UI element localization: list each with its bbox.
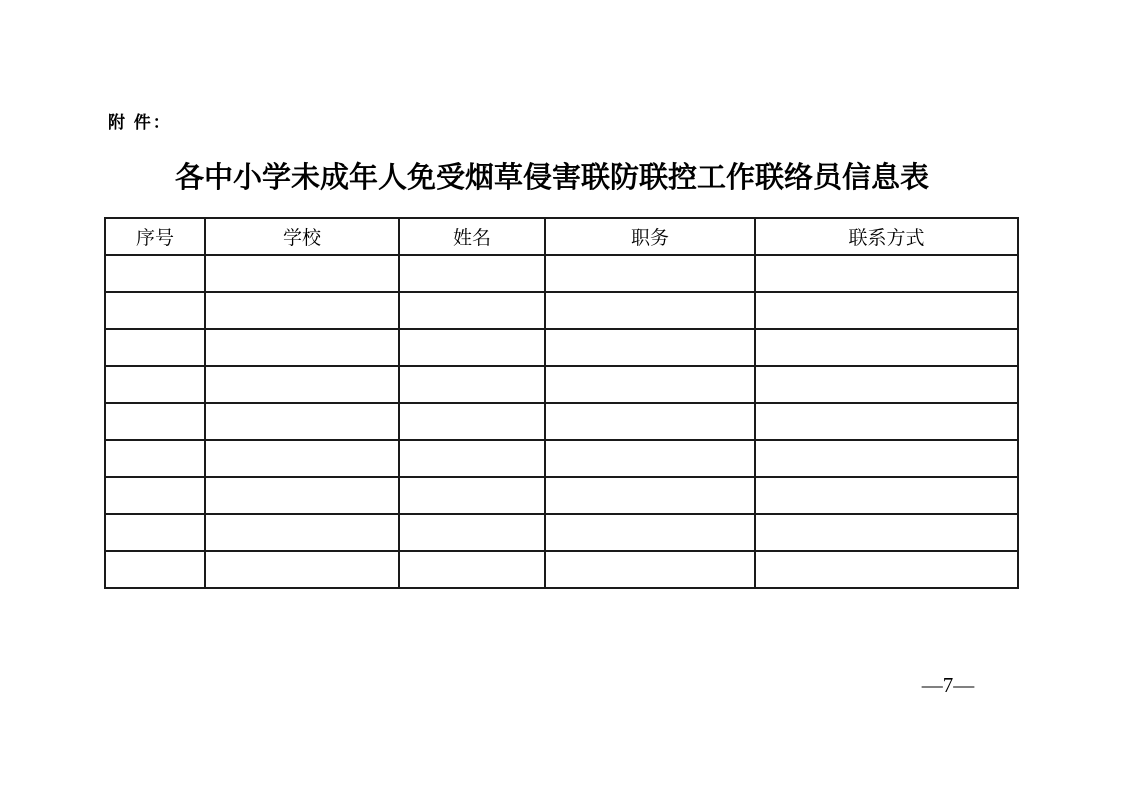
table-cell [205,477,399,514]
table-row [105,366,1018,403]
table-cell [545,366,755,403]
table-cell [545,440,755,477]
table-cell [545,329,755,366]
table-cell [205,551,399,588]
table-cell [105,329,205,366]
table-row [105,514,1018,551]
table-cell [205,514,399,551]
col-header-index: 序号 [105,218,205,255]
table-row [105,292,1018,329]
page-number: —7— [921,673,975,697]
table-row [105,403,1018,440]
table-cell [545,551,755,588]
table-cell [399,440,545,477]
table-cell [105,255,205,292]
page-title: 各中小学未成年人免受烟草侵害联防联控工作联络员信息表 [174,162,929,194]
col-header-position: 职务 [545,218,755,255]
table-cell [755,403,1018,440]
table-cell [205,255,399,292]
table-cell [545,477,755,514]
table-cell [105,403,205,440]
table-cell [205,292,399,329]
col-header-contact: 联系方式 [755,218,1018,255]
table-header-row [105,218,1018,255]
table-cell [105,366,205,403]
table-cell [755,329,1018,366]
table-cell [755,440,1018,477]
table-cell [105,440,205,477]
table-cell [399,292,545,329]
table-cell [755,255,1018,292]
col-header-name: 姓名 [399,218,545,255]
table-cell [545,292,755,329]
table-cell [205,366,399,403]
col-header-school: 学校 [205,218,399,255]
table-cell [399,477,545,514]
liaison-info-table [104,217,1019,589]
table-cell [399,329,545,366]
table-cell [755,551,1018,588]
table-cell [755,292,1018,329]
table-cell [399,551,545,588]
table-row [105,477,1018,514]
table-cell [105,477,205,514]
table-cell [755,477,1018,514]
table-row [105,551,1018,588]
table-body [105,255,1018,588]
table-cell [545,403,755,440]
table-cell [399,403,545,440]
table-row [105,255,1018,292]
table-cell [545,514,755,551]
table-cell [105,292,205,329]
table-cell [755,366,1018,403]
table-cell [105,551,205,588]
table-cell [545,255,755,292]
table-cell [399,255,545,292]
table-cell [755,514,1018,551]
table-cell [105,514,205,551]
table-row [105,440,1018,477]
table-cell [399,366,545,403]
table-cell [399,514,545,551]
table-cell [205,440,399,477]
table-cell [205,329,399,366]
table-cell [205,403,399,440]
attachment-label: 附 件： [108,113,172,132]
table-row [105,329,1018,366]
